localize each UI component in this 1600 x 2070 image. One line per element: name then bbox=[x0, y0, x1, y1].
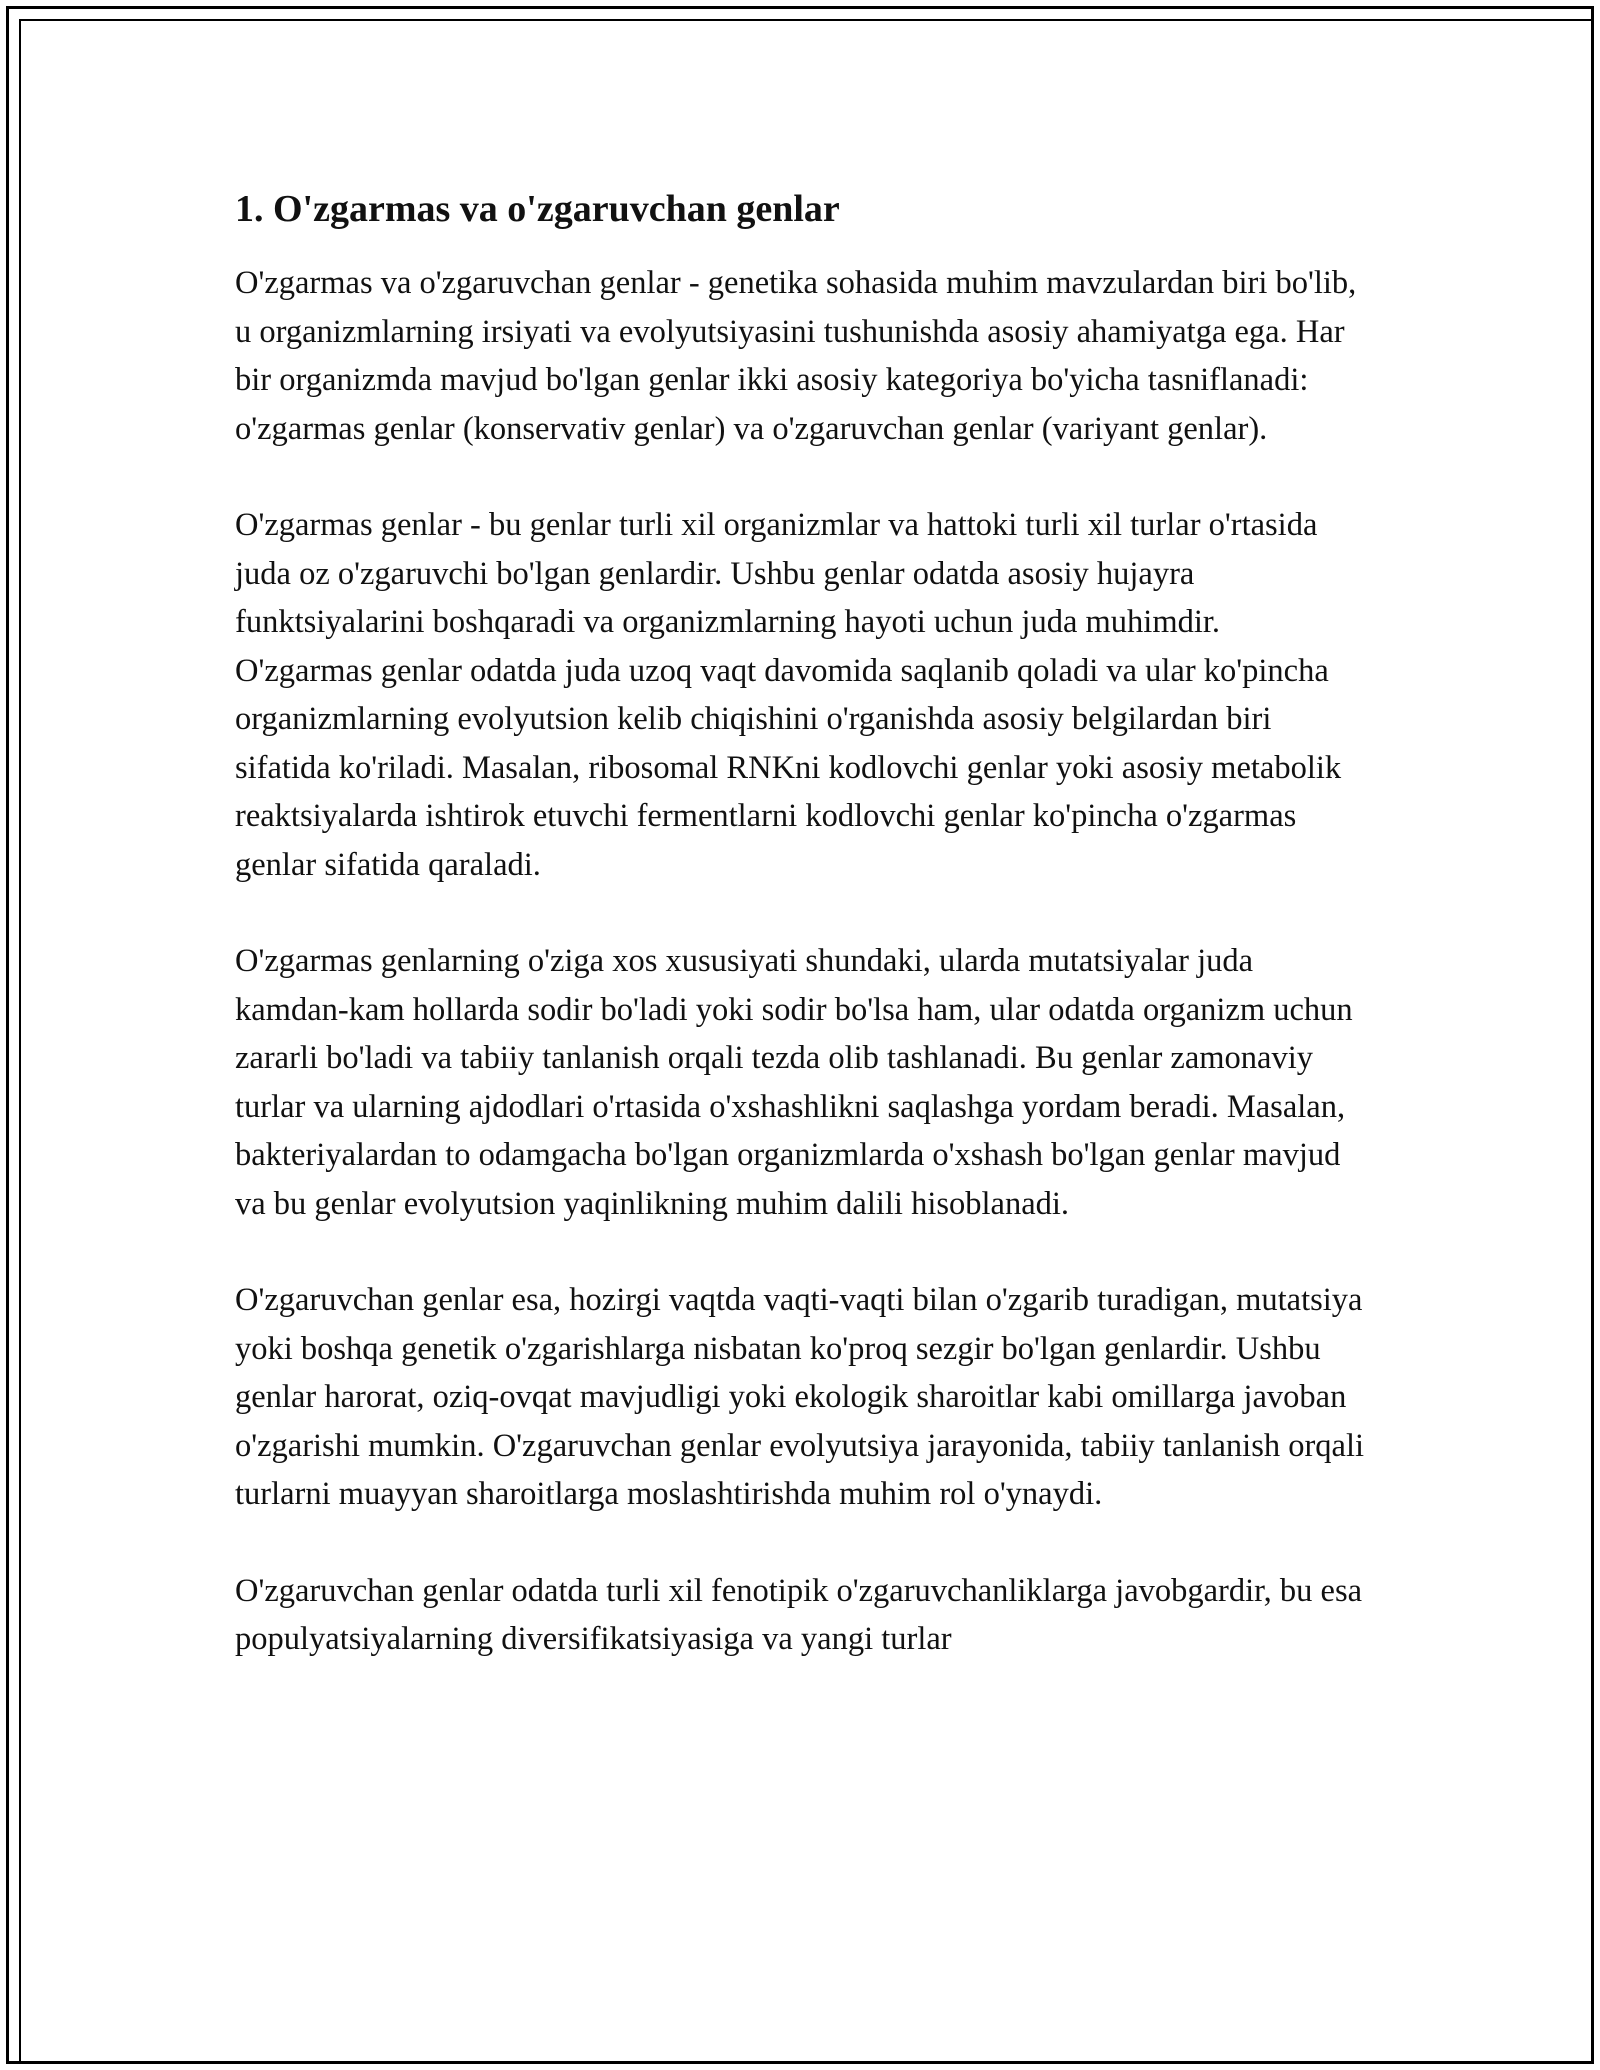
section-heading: 1. O'zgarmas va o'zgaruvchan genlar bbox=[235, 188, 840, 230]
paragraph-1: O'zgarmas va o'zgaruvchan genlar - genetika sohasida muhim mavzulardan biri bo'lib, u organizmlarning irsiyati va evolyutsiyasini tushunishda asosiy ahamiyatga ega. Har bir organizmda mavjud bo'lgan genlar ikki asosiy kategoriya bo'yicha tasniflanadi: o'zgarmas genlar (konservativ genlar) va o'zgaruvchan genlar (variyant genlar). bbox=[235, 265, 1357, 447]
document-body bbox=[235, 185, 1365, 1712]
paragraph-3: O'zgarmas genlarning o'ziga xos xususiyati shundaki, ularda mutatsiyalar juda kamdan-kam hollarda sodir bo'ladi yoki sodir bo'lsa ham, ular odatda organizm uchun zararli bo'ladi va tabiiy tanlanish orqali tezda olib tashlanadi. Bu genlar zamonaviy turlar va ularning ajdodlari o'rtasida o'xshashlikni saqlashga yordam beradi. Masalan, bakteriyalardan to odamgacha bo'lgan organizmlarda o'xshash bo'lgan genlar mavjud va bu genlar evolyutsion yaqinlikning muhim dalili hisoblanadi. bbox=[235, 943, 1353, 1222]
paragraph-4: O'zgaruvchan genlar esa, hozirgi vaqtda vaqti-vaqti bilan o'zgarib turadigan, mutatsiya yoki boshqa genetik o'zgarishlarga nisbatan ko'proq sezgir bo'lgan genlardir. Ushbu genlar harorat, oziq-ovqat mavjudligi yoki ekologik sharoitlar kabi omillarga javoban o'zgarishi mumkin. O'zgaruvchan genlar evolyutsiya jarayonida, tabiiy tanlanish orqali turlarni muayyan sharoitlarga moslashtirishda muhim rol o'ynaydi. bbox=[235, 1282, 1365, 1512]
paragraph-5: O'zgaruvchan genlar odatda turli xil fenotipik o'zgaruvchanliklarga javobgardir, bu esa populyatsiyalarning diversifikatsiyasiga va yangi turlar bbox=[235, 1572, 1363, 1657]
paragraph-2: O'zgarmas genlar - bu genlar turli xil organizmlar va hattoki turli xil turlar o'rtasida juda oz o'zgaruvchi bo'lgan genlardir. Ushbu genlar odatda asosiy hujayra funktsiyalarini boshqaradi va organizmlarning hayoti uchun juda muhimdir. O'zgarmas genlar odatda juda uzoq vaqt davomida saqlanib qoladi va ular ko'pincha organizmlarning evolyutsion kelib chiqishini o'rganishda asosiy belgilardan biri sifatida ko'riladi. Masalan, ribosomal RNKni kodlovchi genlar yoki asosiy metabolik reaktsiyalarda ishtirok etuvchi fermentlarni kodlovchi genlar ko'pincha o'zgarmas genlar sifatida qaraladi. bbox=[235, 507, 1342, 883]
